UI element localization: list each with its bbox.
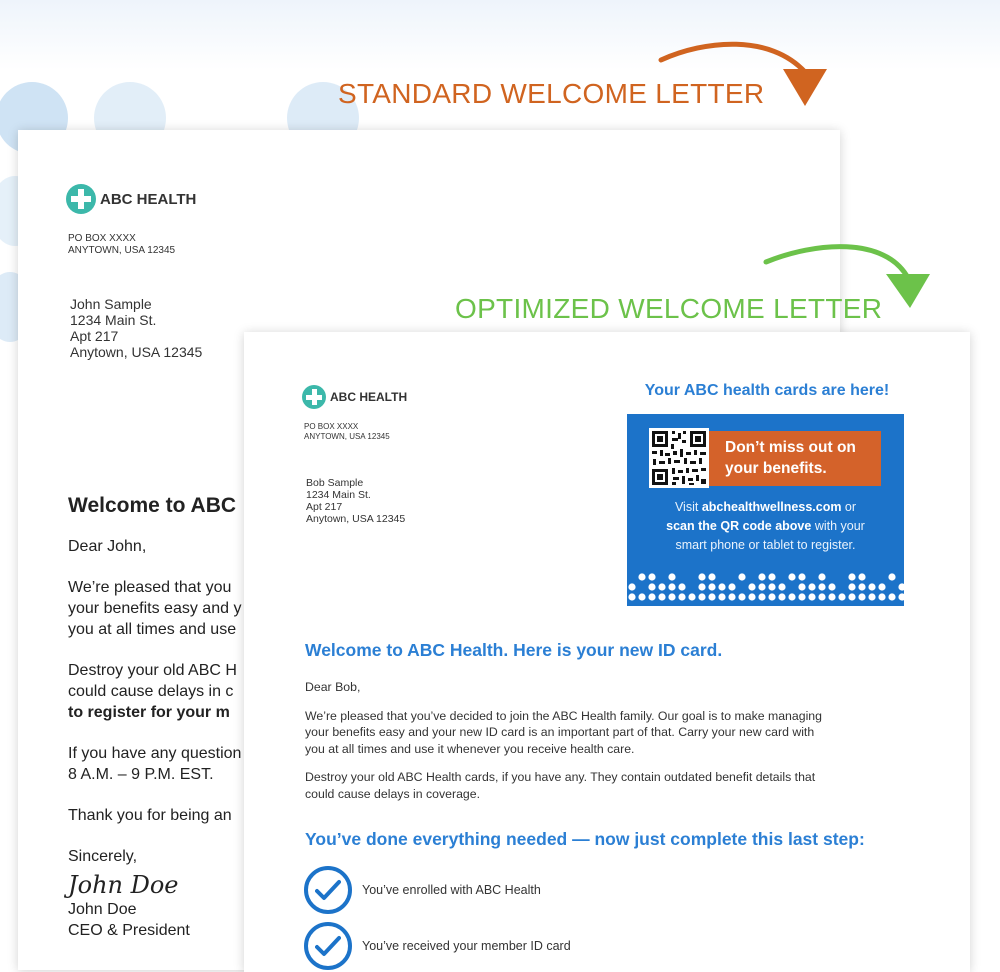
pattern-dot xyxy=(778,593,785,600)
registration-callout xyxy=(627,414,904,606)
paragraph: If you have any question 8 A.M. – 9 P.M. EST. xyxy=(68,745,242,783)
pattern-dot xyxy=(668,583,675,590)
orange-arrow-icon xyxy=(655,36,835,110)
pattern-dot xyxy=(818,593,825,600)
pattern-dot xyxy=(738,593,745,600)
green-arrow-icon xyxy=(760,236,940,310)
pattern-dot xyxy=(888,573,895,580)
pattern-dot xyxy=(878,593,885,600)
logo-text: ABC HEALTH xyxy=(330,390,408,404)
standard-letter-label: STANDARD WELCOME LETTER xyxy=(338,78,765,109)
pattern-dot xyxy=(798,593,805,600)
letter-body xyxy=(305,679,905,814)
paragraph: Thank you for being an xyxy=(68,807,232,824)
pattern-dot xyxy=(628,583,635,590)
dont-miss-callout: Don’t miss out on your benefits. xyxy=(709,431,881,486)
qr-code-icon[interactable] xyxy=(649,428,709,488)
optimized-letter xyxy=(244,332,970,972)
cards-headline: Your ABC health cards are here! xyxy=(644,382,890,399)
pattern-dot xyxy=(798,583,805,590)
checkmark-icon xyxy=(304,866,352,914)
pattern-dot xyxy=(738,573,745,580)
website-link[interactable]: abchealthwellness.com xyxy=(701,500,842,514)
step-item xyxy=(304,922,571,970)
pattern-dot xyxy=(858,593,865,600)
abc-health-logo xyxy=(302,385,407,409)
pattern-dot xyxy=(648,573,655,580)
pattern-dot xyxy=(828,593,835,600)
pattern-dot xyxy=(758,583,765,590)
medical-cross-icon xyxy=(66,184,96,214)
pattern-dot xyxy=(698,573,705,580)
pattern-dot xyxy=(818,573,825,580)
pattern-dot xyxy=(668,593,675,600)
return-address: PO BOX XXXX ANYTOWN, USA 12345 xyxy=(68,233,176,256)
pattern-dot xyxy=(698,583,705,590)
optimized-letter-label: OPTIMIZED WELCOME LETTER xyxy=(455,293,883,324)
pattern-dot xyxy=(858,573,865,580)
pattern-dot xyxy=(848,573,855,580)
pattern-dot xyxy=(648,583,655,590)
abc-health-logo xyxy=(66,184,196,214)
pattern-dot xyxy=(848,583,855,590)
pattern-dot xyxy=(758,573,765,580)
pattern-dot xyxy=(828,583,835,590)
closing: Sincerely, xyxy=(68,848,138,865)
pattern-dot xyxy=(888,593,895,600)
step-label: You’ve enrolled with ABC Health xyxy=(362,883,541,897)
pattern-dot xyxy=(878,583,885,590)
pattern-dot xyxy=(768,573,775,580)
recipient-address: John Sample 1234 Main St. Apt 217 Anytown, USA 12345 xyxy=(70,296,203,360)
checkmark-icon xyxy=(304,922,352,970)
letter-title: Welcome to ABC xyxy=(68,494,237,517)
medical-cross-icon xyxy=(302,385,326,409)
pattern-dot xyxy=(898,593,904,600)
pattern-dot xyxy=(748,593,755,600)
pattern-dot xyxy=(848,593,855,600)
dot-pattern-decoration xyxy=(627,570,904,606)
pattern-dot xyxy=(818,583,825,590)
signer-name: John Doe xyxy=(68,901,137,918)
signature: John Doe xyxy=(68,871,179,899)
pattern-dot xyxy=(728,583,735,590)
salutation: Dear John, xyxy=(68,538,147,555)
pattern-dot xyxy=(678,583,685,590)
pattern-dot xyxy=(808,583,815,590)
pattern-dot xyxy=(838,593,845,600)
steps-title: You’ve done everything needed — now just complete this last step: xyxy=(305,829,865,849)
visit-instructions: Visit abchealthwellness.com or scan the QR code above with your smart phone or tablet to register. xyxy=(666,500,865,552)
paragraph: We’re pleased that you’ve decided to join the ABC Health family. Our goal is to make managing your benefits easy and your new ID card is an important part of that. Carry your new card with you at all times and use it whenever you receive health care. xyxy=(305,708,822,756)
pattern-dot xyxy=(768,593,775,600)
pattern-dot xyxy=(788,593,795,600)
pattern-dot xyxy=(658,583,665,590)
pattern-dot xyxy=(658,593,665,600)
pattern-dot xyxy=(728,593,735,600)
pattern-dot xyxy=(718,593,725,600)
pattern-dot xyxy=(648,593,655,600)
pattern-dot xyxy=(698,593,705,600)
pattern-dot xyxy=(868,583,875,590)
pattern-dot xyxy=(758,593,765,600)
pattern-dot xyxy=(798,573,805,580)
pattern-dot xyxy=(708,583,715,590)
paragraph: Destroy your old ABC H could cause delays in c to register for your m xyxy=(68,662,237,721)
paragraph: Destroy your old ABC Health cards, if you have any. They contain outdated benefit details that could cause delays in coverage. xyxy=(305,770,816,801)
pattern-dot xyxy=(788,573,795,580)
pattern-dot xyxy=(628,593,635,600)
pattern-dot xyxy=(688,593,695,600)
pattern-dot xyxy=(858,583,865,590)
logo-text: ABC HEALTH xyxy=(100,190,197,208)
pattern-dot xyxy=(898,583,904,590)
pattern-dot xyxy=(638,593,645,600)
pattern-dot xyxy=(778,583,785,590)
pattern-dot xyxy=(708,593,715,600)
return-address: PO BOX XXXX ANYTOWN, USA 12345 xyxy=(304,422,390,441)
pattern-dot xyxy=(768,583,775,590)
letter-title: Welcome to ABC Health. Here is your new ID card. xyxy=(305,640,723,660)
signer-title: CEO & President xyxy=(68,922,190,939)
pattern-dot xyxy=(868,593,875,600)
background-gradient xyxy=(0,0,1000,70)
pattern-dot xyxy=(808,593,815,600)
paragraph: We’re pleased that you your benefits easy and y you at all times and use xyxy=(68,579,242,638)
pattern-dot xyxy=(638,573,645,580)
step-label: You’ve received your member ID card xyxy=(362,939,571,953)
pattern-dot xyxy=(748,583,755,590)
pattern-dot xyxy=(678,593,685,600)
pattern-dot xyxy=(718,583,725,590)
step-item xyxy=(304,866,541,914)
pattern-dot xyxy=(708,573,715,580)
pattern-dot xyxy=(668,573,675,580)
salutation: Dear Bob, xyxy=(305,680,361,694)
recipient-address: Bob Sample 1234 Main St. Apt 217 Anytown, USA 12345 xyxy=(306,477,406,525)
